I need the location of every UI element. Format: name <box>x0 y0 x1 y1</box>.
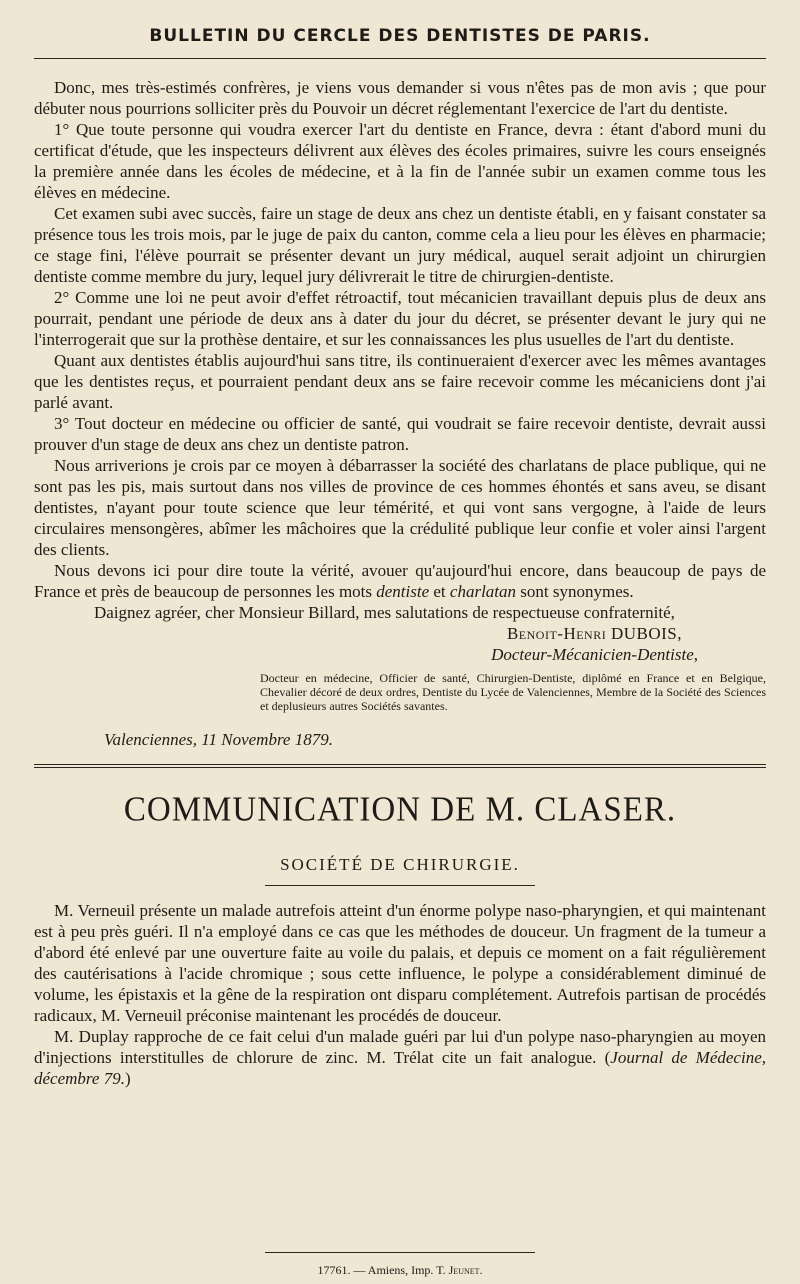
signature-block <box>34 623 766 750</box>
text-run: sont synonymes. <box>516 582 634 601</box>
communication-paragraph <box>34 1026 766 1089</box>
footer-end: . <box>479 1263 483 1277</box>
signature-name: Benoit-Henri DUBOIS, <box>506 624 682 643</box>
letter-body <box>34 77 766 623</box>
text-run: Nous devons ici pour dire toute la vérité, avouer qu'aujourd'hui encore, dans beaucoup de pays de France et près de beaucoup de personnes les mots <box>34 561 766 601</box>
place-date: Valenciennes, 11 Novembre 1879. <box>104 730 333 749</box>
letter-paragraph: Nous arriverions je crois par ce moyen à débarrasser la société des charlatans de place publique, qui ne sont pas les pis, mais surtout dans nos villes de province de ces hommes éhontés et sans aveu, se disant dentistes, n'ayant pour toute science que leur témérité, et qui vont sans vergogne, à l'aide de leurs circulaires mensongères, abîmer les mâchoires que la crédulité publique leur confie et voler ainsi l'argent des clients. <box>34 456 766 559</box>
section-heading: COMMUNICATION DE M. CLASER. <box>123 791 677 829</box>
letter-paragraph: 2° Comme une loi ne peut avoir d'effet rétroactif, tout mécanicien travaillant depuis plus de deux ans pourrait, pendant une période de deux ans à dater du jour du décret, se présenter devant le jury qui ne l'interrogerait que sur la prothèse dentaire, et sur les connaissances les plus usuelles de l'art du dentiste. <box>34 288 766 349</box>
letter-paragraph <box>34 560 766 602</box>
letter-paragraph: Quant aux dentistes établis aujourd'hui sans titre, ils continueraient d'exercer avec les mêmes avantages que les dentistes reçus, et pourraient pendant deux ans se faire recevoir comme les mécaniciens dont j'ai parlé avant. <box>34 351 766 412</box>
italic-word: charlatan <box>449 582 517 601</box>
section-subheading: SOCIÉTÉ DE CHIRURGIE. <box>280 855 520 874</box>
print-number: 17761. <box>317 1263 351 1277</box>
signature-credentials: Docteur en médecine, Officier de santé, Chirurgien-Dentiste, diplômé en France et en Belgique, Chevalier décoré de deux ordres, Dentiste du Lycée de Valenciennes, Membre de la Société des Sciences et deplusieurs autres Sociétés savantes. <box>260 671 766 713</box>
header-rule <box>34 58 766 59</box>
text-run: ) <box>124 1069 131 1088</box>
letter-paragraph: 3° Tout docteur en médecine ou officier de santé, qui voudrait se faire recevoir dentiste, devrait aussi prouver d'un stage de deux ans chez un dentiste patron. <box>34 414 766 454</box>
letter-paragraph: Donc, mes très-estimés confrères, je viens vous demander si vous n'êtes pas de mon avis ; que pour débuter nous pourrions solliciter près du Pouvoir un décret réglementant l'exercice de l'art du dentiste. <box>34 78 766 118</box>
signature-title: Docteur-Mécanicien-Dentiste, <box>491 645 698 664</box>
printer-name: Jeunet <box>448 1263 480 1277</box>
printer-footer <box>0 1252 800 1278</box>
text-run: M. Duplay rapproche de ce fait celui d'un malade guéri par lui d'un polype naso-pharyngien au moyen d'injections interstitulles de chlorure de zinc. M. Trélat cite un fait analogue. ( <box>34 1027 766 1067</box>
communication-paragraph: M. Verneuil présente un malade autrefois atteint d'un énorme polype naso-pharyngien, et qui maintenant est à peu près guéri. Il n'a employé dans ce cas que les méthodes de douceur. Un fragment de la tumeur a d'abord été enlevé par une ouverture faite au voile du palais, et depuis ce moment on a fait régulièrement des cautérisations à l'acide chromique ; sous cette influence, le polype a considérablement diminué de volume, les épistaxis et la gêne de la respiration ont disparu complétement. Autrefois partisan de procédés radicaux, M. Verneuil préconise maintenant les procédés de douceur. <box>34 901 766 1025</box>
italic-word: dentiste <box>376 582 430 601</box>
citation: Journal de Médecine, décembre 79. <box>34 1048 766 1088</box>
communication-body <box>34 900 766 1089</box>
subheading-rule <box>265 885 535 886</box>
letter-paragraph: 1° Que toute personne qui voudra exercer l'art du dentiste en France, devra : étant d'abord muni du certificat d'étude, que les inspecteurs délivrent aux élèves des écoles primaires, suivre les cours enseignés la première année dans les écoles de médecine, et à la fin de l'année subir un examen comme tous les élèves en médecine. <box>34 120 766 202</box>
letter-paragraph: Cet examen subi avec succès, faire un stage de deux ans chez un dentiste établi, en y faisant constater sa présence tous les trois mois, par le juge de paix du canton, comme cela a lieu pour les élèves en pharmacie; ce stage fini, l'élève pourrait se présenter devant un jury médical, auquel serait adjoint un chirurgien dentiste comme membre du jury, lequel jury délivrerait le titre de chirurgien-dentiste. <box>34 204 766 286</box>
letter-closing: Daignez agréer, cher Monsieur Billard, mes salutations de respectueuse confraternité, <box>94 603 675 622</box>
printer-text: — Amiens, Imp. T. <box>353 1263 449 1277</box>
section-divider <box>34 764 766 768</box>
text-run: et <box>429 582 450 601</box>
running-head: BULLETIN DU CERCLE DES DENTISTES DE PARIS. <box>149 26 651 46</box>
footer-rule <box>265 1252 535 1253</box>
